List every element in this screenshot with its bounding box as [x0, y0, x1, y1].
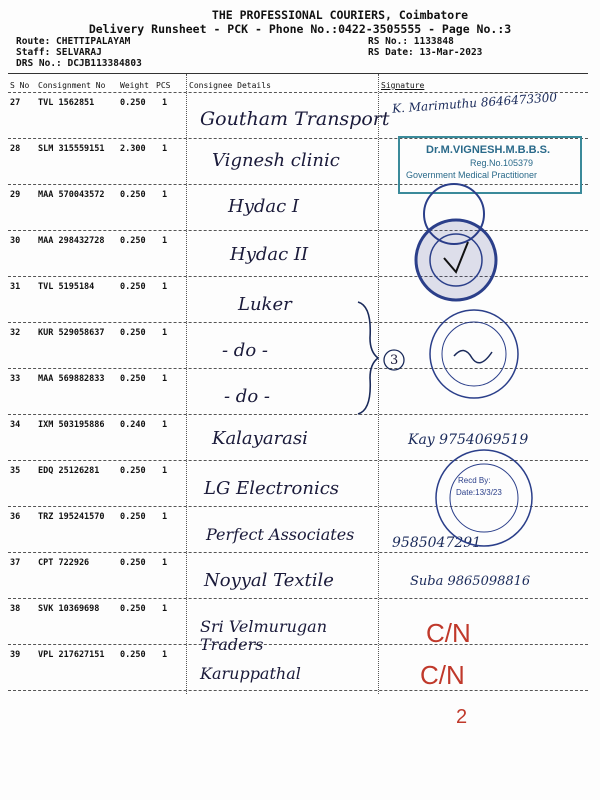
row-weight: 0.250 — [120, 558, 146, 568]
row-pcs: 1 — [162, 190, 168, 200]
row-sno: 34 — [10, 420, 21, 430]
consignee-handwriting: Hydac II — [230, 244, 309, 265]
rs-date-label: RS Date: 13-Mar-2023 — [368, 47, 483, 58]
row-consignment: KUR 529058637 — [38, 328, 105, 338]
row-pcs: 1 — [162, 328, 168, 338]
consignee-handwriting: Kalayarasi — [212, 428, 308, 449]
row-sno: 31 — [10, 282, 21, 292]
row-consignment: TVL 5195184 — [38, 282, 95, 292]
consignee-handwriting: LG Electronics — [204, 478, 340, 499]
row-sno: 38 — [10, 604, 21, 614]
consignee-handwriting: Luker — [238, 294, 292, 315]
row-weight: 0.250 — [120, 374, 146, 384]
row-pcs: 1 — [162, 144, 168, 154]
row-pcs: 1 — [162, 604, 168, 614]
page-title: THE PROFESSIONAL COURIERS, Coimbatore — [211, 8, 469, 22]
row-weight: 0.250 — [120, 604, 146, 614]
signature-text: K. Marimuthu 8646473300 — [391, 90, 558, 116]
row-sno: 33 — [10, 374, 21, 384]
doctor-stamp-title: Government Medical Practitioner — [406, 170, 538, 180]
row-pcs: 1 — [162, 98, 168, 108]
row-pcs: 1 — [162, 650, 168, 660]
row-consignment: TRZ 195241570 — [38, 512, 105, 522]
signature-text: 9585047291 — [392, 535, 482, 551]
header-top-rule — [8, 73, 588, 74]
consignee-handwriting: - do - — [224, 386, 270, 407]
col-header-sno: S No — [10, 81, 30, 90]
consignee-handwriting: Perfect Associates — [206, 525, 355, 544]
column-divider — [186, 74, 187, 694]
row-pcs: 1 — [162, 558, 168, 568]
consignee-handwriting: Goutham Transport — [200, 108, 390, 130]
col-header-signature: Signature — [381, 81, 425, 90]
row-sno: 36 — [10, 512, 21, 522]
page-mark: 2 — [456, 706, 468, 728]
row-separator — [8, 598, 588, 599]
row-pcs: 1 — [162, 236, 168, 246]
cn-mark: C/N — [420, 660, 465, 690]
row-weight: 0.250 — [120, 512, 146, 522]
signature-text: Kay 9754069519 — [408, 432, 529, 448]
row-sno: 35 — [10, 466, 21, 476]
row-pcs: 1 — [162, 420, 168, 430]
doctor-stamp-name: Dr.M.VIGNESH.M.B.B.S. — [426, 144, 551, 156]
row-weight: 0.250 — [120, 650, 146, 660]
route-label: Route: CHETTIPALAYAM — [16, 36, 131, 47]
lg-stamp — [418, 444, 548, 554]
row-pcs: 1 — [162, 282, 168, 292]
row-consignment: SLM 315559151 — [38, 144, 105, 154]
row-consignment: CPT 722926 — [38, 558, 90, 568]
row-weight: 0.250 — [120, 236, 146, 246]
luker-stamp — [420, 304, 530, 404]
lg-stamp-date: Date:13/3/23 — [456, 488, 502, 497]
row-sno: 28 — [10, 144, 21, 154]
row-sno: 37 — [10, 558, 21, 568]
drs-label: DRS No.: DCJB113384803 — [16, 58, 142, 69]
consignee-handwriting: Hydac I — [228, 196, 300, 217]
row-weight: 2.300 — [120, 144, 146, 154]
row-sno: 29 — [10, 190, 21, 200]
row-consignment: MAA 569882833 — [38, 374, 105, 384]
consignee-handwriting: Vignesh clinic — [212, 150, 340, 171]
doctor-stamp-reg: Reg.No.105379 — [470, 158, 534, 168]
row-weight: 0.250 — [120, 328, 146, 338]
row-consignment: MAA 570043572 — [38, 190, 105, 200]
row-consignment: VPL 217627151 — [38, 650, 105, 660]
page-subtitle: Delivery Runsheet - PCK - Phone No.:0422-3505555 - Page No.:3 — [88, 22, 512, 36]
row-consignment: TVL 1562851 — [38, 98, 95, 108]
header-bottom-rule — [8, 92, 588, 93]
row-sno: 39 — [10, 650, 21, 660]
staff-label: Staff: SELVARAJ — [16, 47, 102, 58]
row-weight: 0.250 — [120, 190, 146, 200]
col-header-consignee: Consignee Details — [189, 81, 271, 90]
bracket-mark — [350, 298, 410, 418]
consignee-handwriting: Karuppathal — [200, 664, 301, 683]
row-pcs: 1 — [162, 512, 168, 522]
row-pcs: 1 — [162, 466, 168, 476]
col-header-consignment: Consignment No — [38, 81, 106, 90]
col-header-pcs: PCS — [156, 81, 171, 90]
row-weight: 0.250 — [120, 466, 146, 476]
row-weight: 0.250 — [120, 98, 146, 108]
col-header-weight: Weight — [120, 81, 149, 90]
hydac-stamp — [404, 172, 504, 302]
row-separator — [8, 414, 588, 415]
cn-mark: C/N — [426, 618, 471, 648]
row-weight: 0.250 — [120, 282, 146, 292]
row-consignment: MAA 298432728 — [38, 236, 105, 246]
row-separator — [8, 690, 588, 691]
consignee-handwriting: - do - — [222, 340, 268, 361]
bracket-count: 3 — [390, 353, 399, 368]
row-sno: 30 — [10, 236, 21, 246]
row-sno: 27 — [10, 98, 21, 108]
row-consignment: EDQ 25126281 — [38, 466, 100, 476]
row-consignment: IXM 503195886 — [38, 420, 105, 430]
row-pcs: 1 — [162, 374, 168, 384]
row-consignment: SVK 10369698 — [38, 604, 100, 614]
consignee-handwriting: Noyyal Textile — [204, 570, 334, 591]
row-sno: 32 — [10, 328, 21, 338]
row-weight: 0.240 — [120, 420, 146, 430]
signature-text: Suba 9865098816 — [410, 574, 531, 589]
consignee-handwriting: Sri Velmurugan Traders — [200, 617, 327, 654]
lg-stamp-received: Recd By: — [458, 476, 491, 485]
rs-no-label: RS No.: 1133848 — [368, 36, 454, 47]
